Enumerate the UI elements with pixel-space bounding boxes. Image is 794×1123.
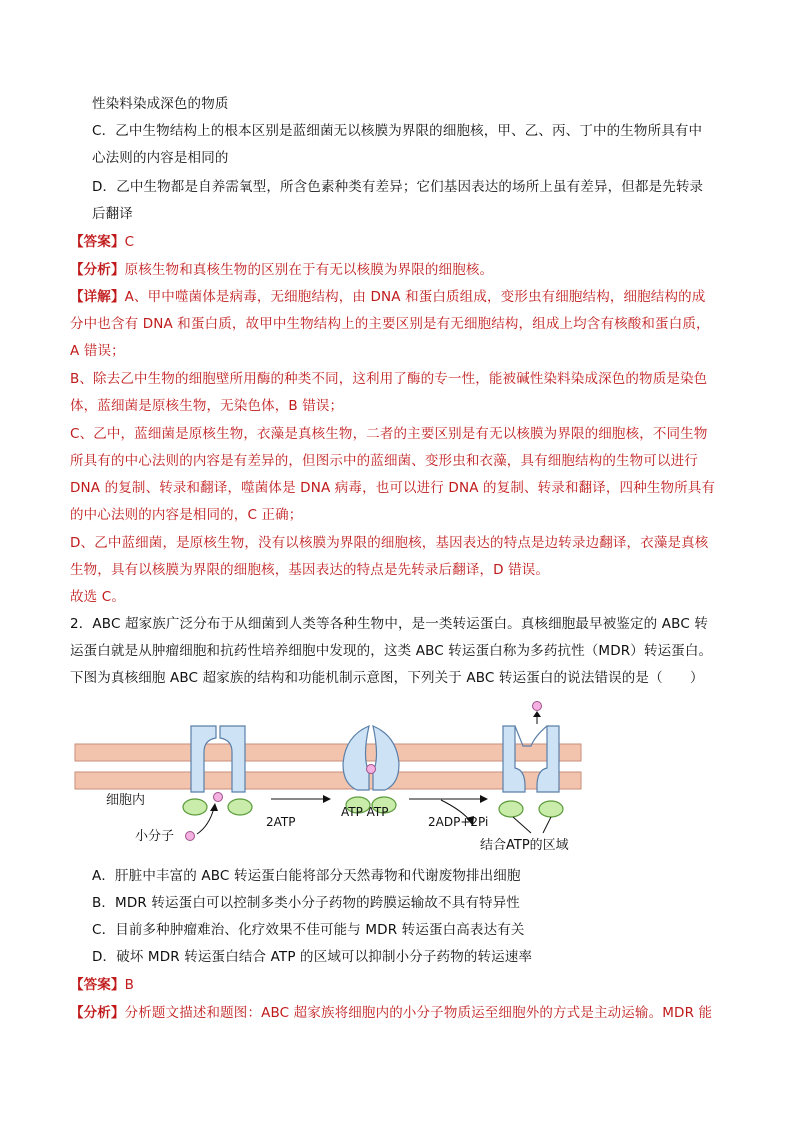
option-c-line-2: 心法则的内容是相同的 (92, 150, 229, 166)
q2-option-d: D．破坏 MDR 转运蛋白结合 ATP 的区域可以抑制小分子药物的转运速率 (92, 949, 533, 965)
detail-text: A、甲中噬菌体是病毒，无细胞结构，由 DNA 和蛋白质组成，变形虫有细胞结构，细胞结构的成 (124, 289, 706, 305)
detail-line-5: C、乙中，蓝细菌是原核生物，衣藻是真核生物，二者的主要区别是有无以核膜为界限的细胞核，不同生物 (70, 426, 708, 442)
q2-option-a: A．肝脏中丰富的 ABC 转运蛋白能将部分天然毒物和代谢废物排出细胞 (92, 868, 521, 884)
detail-line-2: A 错误； (70, 343, 125, 359)
detail-line-4: 体，蓝细菌是原核生物，无染色体，B 错误； (70, 398, 344, 414)
arrow-step-1-head (323, 795, 331, 803)
answer-tag: 【答案】 (70, 977, 125, 993)
analysis-line-q1 (70, 260, 493, 280)
detail-line-3: B、除去乙中生物的细胞壁所用酶的种类不同，这利用了酶的专一性，能被碱性染料染成深色的物质是染色 (70, 371, 708, 387)
arrow-molecule-entry-head (210, 803, 218, 811)
detail-line-10: 生物，具有以核膜为界限的细胞核，基因表达的特点是先转录后翻译，D 错误。 (70, 562, 550, 578)
transporter-atp-bound (343, 726, 399, 813)
option-b-continuation: 性染料染成深色的物质 (92, 96, 229, 112)
pointer-binding-left (513, 817, 531, 833)
detail-line-6: 所具有的中心法则的内容是有差异的，但图示中的蓝细菌、变形虫和衣藻，具有细胞结构的生物可以进行 (70, 453, 698, 469)
detail-tag: 【详解】 (70, 289, 125, 305)
detail-line-9: D、乙中蓝细菌，是原核生物，没有以核膜为界限的细胞核，基因表达的特点是边转录边翻译，衣藻是真核 (70, 535, 709, 551)
label-small-molecule: 小分子 (135, 829, 175, 844)
label-atp-binding-region: 结合ATP的区域 (480, 838, 569, 853)
answer-tag: 【答案】 (70, 234, 125, 250)
q2-stem-line-1: 运蛋白就是从肿瘤细胞和抗药性培养细胞中发现的，这类 ABC 转运蛋白称为多药抗性（MDR）转运蛋白。 (70, 643, 713, 659)
label-adp-pi: 2ADP+2Pi (428, 815, 489, 829)
answer-line-q2 (70, 975, 134, 995)
detail-line-0 (70, 287, 705, 307)
pointer-binding-right (543, 817, 551, 833)
detail-line-1: 分中也含有 DNA 和蛋白质，故甲中生物结构上的主要区别是有无细胞结构，组成上均含有核酸和蛋白质， (70, 316, 710, 332)
answer-value: B (124, 977, 135, 993)
answer-value: C (124, 234, 135, 250)
analysis-tag: 【分析】 (70, 262, 125, 278)
analysis-line-q2 (70, 1003, 712, 1023)
option-c-line-1: C．乙中生物结构上的根本区别是蓝细菌无以核膜为界限的细胞核，甲、乙、丙、丁中的生物所具有中 (92, 123, 703, 139)
detail-line-11: 故选 C。 (70, 589, 125, 605)
arrow-step-2-head (480, 795, 488, 803)
analysis-text: 分析题文描述和题图：ABC 超家族将细胞内的小分子物质运至细胞外的方式是主动运输。MDR 能 (124, 1005, 713, 1021)
transporter-inward-open (183, 726, 252, 815)
label-atp-atp: ATP ATP (341, 805, 389, 819)
q2-stem-line-0: 2．ABC 超家族广泛分布于从细菌到人类等各种生物中，是一类转运蛋白。真核细胞最早被鉴定的 ABC 转 (70, 616, 708, 632)
detail-line-7: DNA 的复制、转录和翻译，噬菌体是 DNA 病毒，也可以进行 DNA 的复制、转录和翻译，四种生物所具有 (70, 480, 716, 496)
label-2atp: 2ATP (266, 815, 296, 829)
label-cell-interior: 细胞内 (106, 793, 146, 808)
answer-line-q1 (70, 232, 134, 252)
detail-line-8: 的中心法则的内容是相同的，C 正确； (70, 507, 303, 523)
abc-transporter-diagram (73, 696, 593, 858)
q2-option-b: B．MDR 转运蛋白可以控制多类小分子药物的跨膜运输故不具有特异性 (92, 895, 520, 911)
small-molecule-dot (186, 832, 195, 841)
option-d-line-2: 后翻译 (92, 206, 133, 222)
q2-option-c: C．目前多种肿瘤难治、化疗效果不佳可能与 MDR 转运蛋白高表达有关 (92, 922, 525, 938)
option-d-line-1: D．乙中生物都是自养需氧型，所含色素种类有差异；它们基因表达的场所上虽有差异，但都是先转录 (92, 179, 704, 195)
analysis-tag: 【分析】 (70, 1005, 125, 1021)
q2-stem-line-2: 下图为真核细胞 ABC 超家族的结构和功能机制示意图，下列关于 ABC 转运蛋白的说法错误的是（ ） (70, 670, 704, 686)
analysis-text: 原核生物和真核生物的区别在于有无以核膜为界限的细胞核。 (124, 262, 494, 278)
